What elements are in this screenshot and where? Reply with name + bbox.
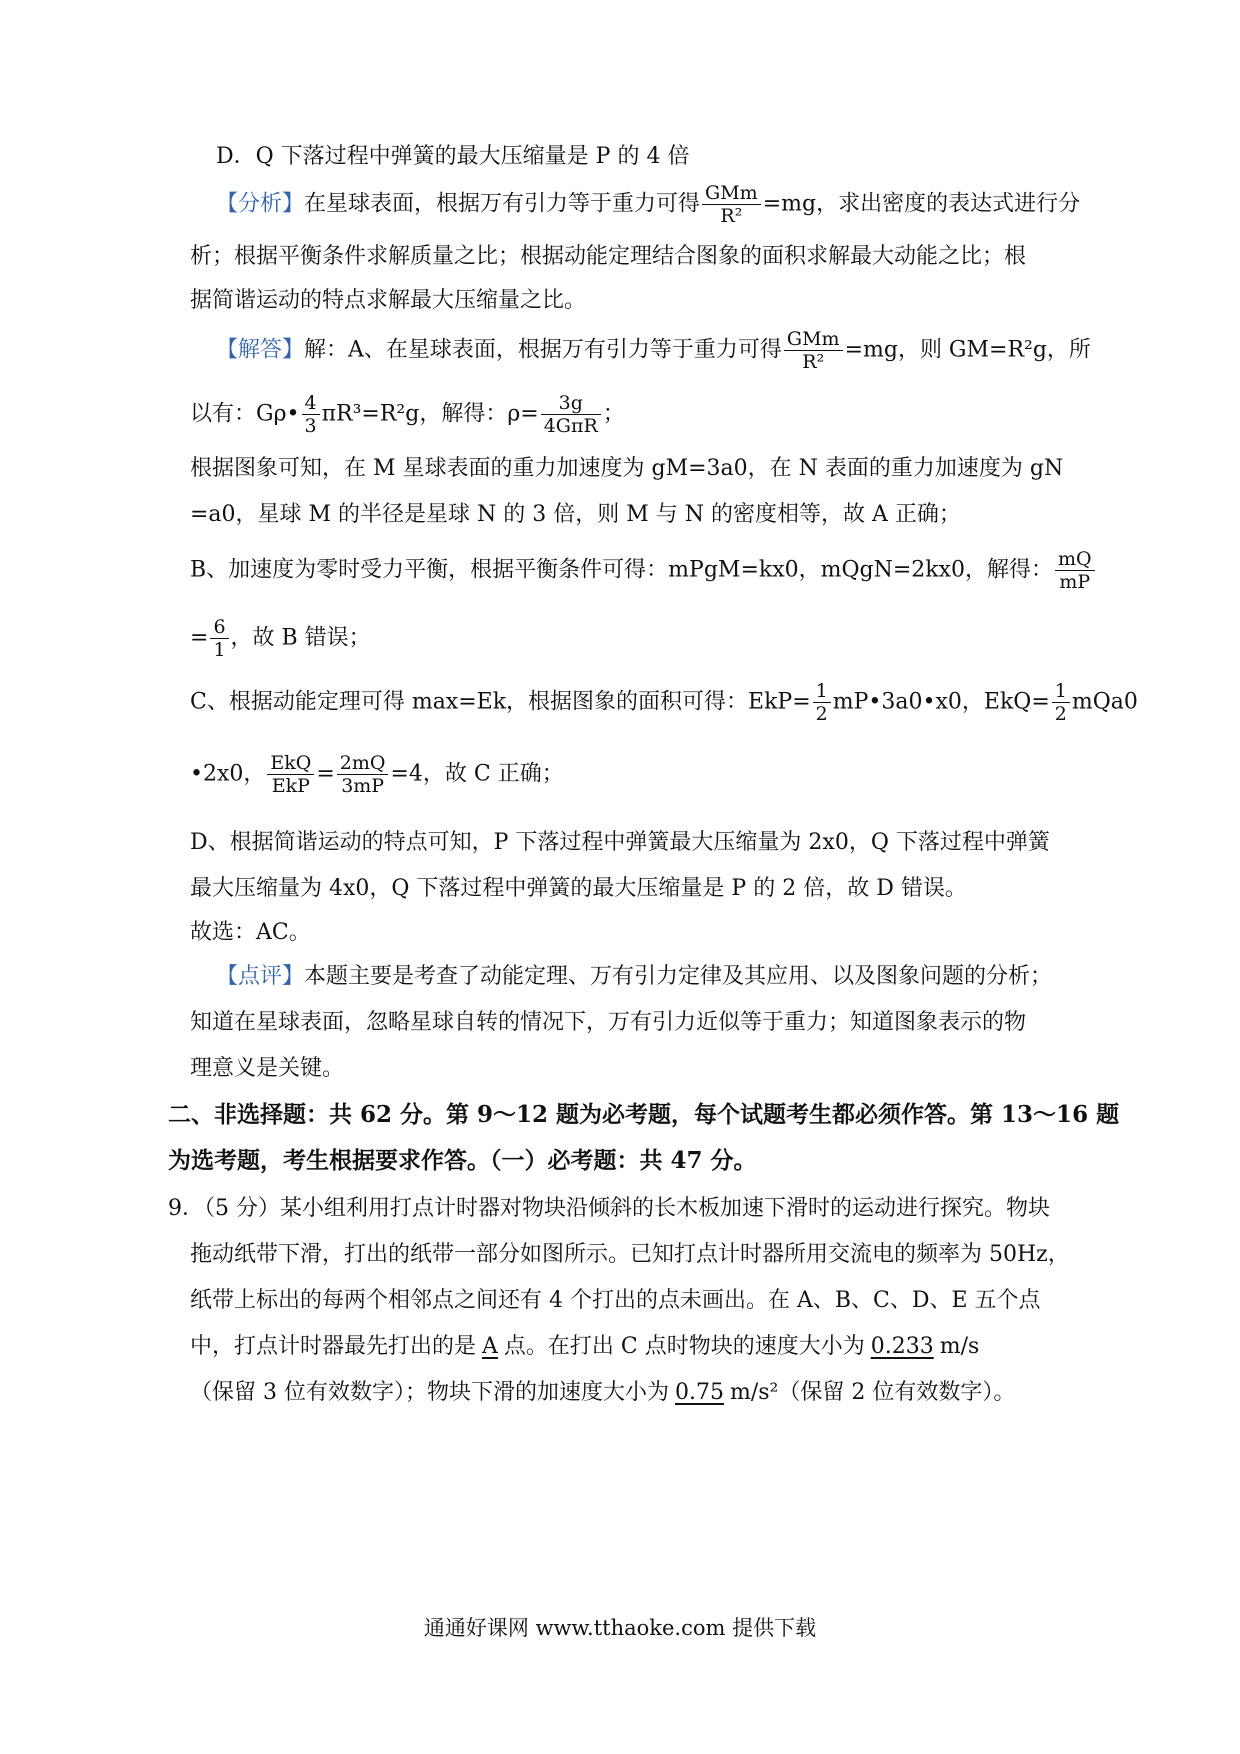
fraction: $\frac{mQ}{mP}$ — [1055, 548, 1095, 593]
answer-tag: 【解答】 — [216, 337, 305, 363]
answer-line-3: 根据图象可知，在 M 星球表面的重力加速度为 gM=3a0，在 N 表面的重力加速度为 gN — [190, 456, 1064, 481]
fraction: $\frac{\text{EkQ}}{\text{EkP}}$ — [267, 752, 314, 797]
fraction: $\frac{\text{GMm}}{\text{R²}}$ — [784, 328, 843, 373]
comment-line-3: 理意义是关键。 — [190, 1056, 345, 1081]
answer-blank-2: 0.233 — [870, 1334, 934, 1359]
answer-d-line-2: 最大压缩量为 4x0，Q 下落过程中弹簧的最大压缩量是 P 的 2 倍，故 D 错误。 — [190, 876, 967, 901]
fraction: $\frac{1}{2}$ — [813, 680, 831, 725]
option-d: D．Q 下落过程中弹簧的最大压缩量是 P 的 4 倍 — [216, 144, 690, 169]
fraction: $\frac{\text{GMm}}{\text{R²}}$ — [702, 182, 761, 227]
answer-c-line-2: •2x0， $\frac{\text{EkQ}}{\text{EkP}}$ = $\frac{2mQ}{3mP}$ =4，故 C 正确； — [190, 752, 564, 797]
question-9-line-5: （保留 3 位有效数字）；物块下滑的加速度大小为 0.75 m/s²（保留 2 位有效数字）。 — [190, 1376, 1015, 1410]
answer-line-1: 【解答】解：A、在星球表面，根据万有引力等于重力可得 $\frac{\text{GMm}}{\text{R²}}$ =mg，则 GM=R²g，所 — [216, 328, 1091, 373]
fraction: $\frac{4}{3}$ — [302, 392, 320, 437]
fraction: $\frac{3g}{\text{4GπR}}$ — [541, 392, 601, 437]
question-9-line-2: 拖动纸带下滑，打出的纸带一部分如图所示。已知打点计时器所用交流电的频率为 50Hz， — [190, 1242, 1070, 1267]
answer-b-line: B、加速度为零时受力平衡，根据平衡条件可得：mPgM=kx0，mQgN=2kx0，解得： $\frac{mQ}{mP}$ — [190, 548, 1097, 593]
analysis-line-3: 据简谐运动的特点求解最大压缩量之比。 — [190, 288, 587, 313]
answer-blank-3: 0.75 — [675, 1380, 724, 1405]
answer-b-line-2: = $\frac{6}{1}$ ，故 B 错误； — [190, 616, 371, 661]
answer-choice: 故选：AC。 — [190, 920, 311, 945]
section-heading-line-1: 二、非选择题：共 62 分。第 9～12 题为必考题，每个试题考生都必须作答。第 13～16 题 — [168, 1101, 1120, 1128]
fraction: $\frac{2mQ}{3mP}$ — [337, 752, 389, 797]
analysis-line-1: 【分析】在星球表面，根据万有引力等于重力可得 $\frac{\text{GMm}}{\text{R²}}$ =mg，求出密度的表达式进行分 — [216, 182, 1081, 227]
fraction: $\frac{6}{1}$ — [210, 616, 228, 661]
page-footer: 通通好课网 www.tthaoke.com 提供下载 — [423, 1616, 817, 1640]
fraction: $\frac{1}{2}$ — [1052, 680, 1070, 725]
comment-tag: 【点评】 — [216, 964, 305, 989]
comment-line-1: 【点评】本题主要是考查了动能定理、万有引力定律及其应用、以及图象问题的分析； — [216, 964, 1053, 989]
comment-line-2: 知道在星球表面，忽略星球自转的情况下，万有引力近似等于重力；知道图象表示的物 — [190, 1010, 1027, 1035]
question-9-line-3: 纸带上标出的每两个相邻点之间还有 4 个打出的点未画出。在 A、B、C、D、E 五个点 — [190, 1288, 1041, 1313]
analysis-tag: 【分析】 — [216, 191, 305, 217]
analysis-line-2: 析；根据平衡条件求解质量之比；根据动能定理结合图象的面积求解最大动能之比；根 — [190, 244, 1027, 269]
question-9-line-1: 9．（5 分）某小组利用打点计时器对物块沿倾斜的长木板加速下滑时的运动进行探究。物块 — [168, 1196, 1050, 1221]
answer-c-line: C、根据动能定理可得 max=Ek，根据图象的面积可得：EkP= $\frac{1}{2}$ mP•3a0•x0，EkQ= $\frac{1}{2}$ mQa0 — [190, 680, 1138, 725]
section-heading-line-2: 为选考题，考生根据要求作答。（一）必考题：共 47 分。 — [168, 1147, 757, 1174]
answer-d-line-1: D、根据简谐运动的特点可知，P 下落过程中弹簧最大压缩量为 2x0，Q 下落过程中弹簧 — [190, 830, 1050, 855]
answer-blank-1: A — [482, 1334, 498, 1359]
question-9-line-4: 中，打点计时器最先打出的是 A 点。在打出 C 点时物块的速度大小为 0.233 m/s — [190, 1330, 979, 1364]
answer-line-4: =a0，星球 M 的半径是星球 N 的 3 倍，则 M 与 N 的密度相等，故 A 正确； — [190, 502, 961, 527]
answer-line-2: 以有：Gρ• $\frac{4}{3}$ πR³=R²g，解得：ρ= $\frac{3g}{\text{4GπR}}$ ； — [190, 392, 625, 437]
